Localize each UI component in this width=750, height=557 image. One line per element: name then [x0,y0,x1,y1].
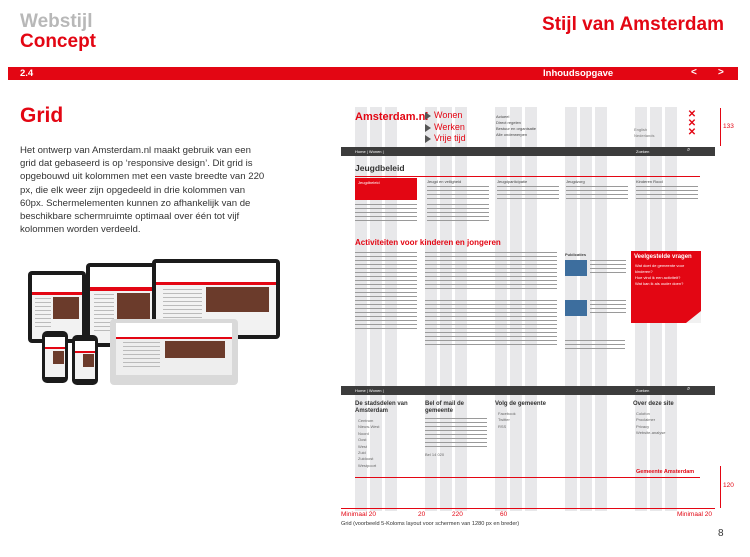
search-label: Zoeken [636,149,650,154]
footer-link: Colofon [636,411,650,416]
text-lines [427,204,489,224]
cross-icon: ✕ [687,127,697,138]
footer-link: RSS [498,423,507,429]
schematic-footer-bar [341,386,715,395]
footer-link: Proclaimer [636,417,656,423]
footer-link: Zuid [358,450,366,456]
faq-item: Hoe vind ik een activiteit? [635,275,681,280]
dimension-column: 220 [452,511,463,518]
footer-search-icon: ⌕ [687,386,691,392]
responsive-devices-illustration [26,257,284,389]
divider [355,176,700,177]
topic-card: Kinderen Rood [636,179,663,184]
active-topic-card [355,178,417,200]
text-lines [590,300,626,314]
topic-card: Jeugd en veiligheid [427,179,462,184]
document-title [20,12,96,52]
footer-list [358,418,380,469]
language-switch [634,127,654,139]
phone-right-screen [75,341,95,379]
thumbnail-image [565,300,587,316]
language-dutch: Nederlands [634,133,655,138]
body-paragraph: Het ontwerp van Amsterdam.nl maakt gebruik van een grid dat gebaseerd is op ‘responsive design’. Dit grid is opgebouwd uit kolommen met een vaste breedte van 220 px, die elk weer zijn opgedeeld in drie kolommen van 60px. Schermelementen kunnen zo afhankelijk van de beschikbare schermruimte optimaal over één tot vijf kolommen worden verdeeld. [20,145,265,236]
footer-link: Westpoort [358,462,377,468]
cross-icon: ✕ [687,109,697,120]
text-lines [425,252,557,292]
footer-link: Privacy [636,423,650,429]
faq-title: Veelgestelde vragen [634,254,692,260]
footer-column-title: Over deze site [633,401,674,407]
next-page-icon[interactable]: > [718,67,724,78]
footer-link: Centrum [358,418,374,423]
dimension-line [341,508,715,509]
nav-list-item: Alle onderwerpen [496,132,528,137]
footer-column-title: Bel of mail de gemeente [425,401,465,414]
nav-werken: Werken [425,122,466,134]
footer-link: Zuidoost [358,456,374,462]
dimension-top-height: 133 [723,123,734,130]
faq-item: Wat kan ik als ouder doen? [635,281,684,286]
footer-link: Oost [358,437,367,443]
schematic-logo: Amsterdam.nl [355,111,429,123]
dimension-gutter: 20 [418,511,426,518]
topic-card: Jeugdparticipatie [497,179,528,184]
section-bar [8,67,738,80]
prev-page-icon[interactable]: < [691,67,697,78]
footer-link: Noord [358,430,369,436]
nav-list-item: Bestuur en organisatie [496,126,537,131]
phone-left-device [42,331,68,383]
active-topic-label: Jeugdbeleid [358,180,380,185]
faq-box [631,251,701,323]
title-concept: Concept [20,30,96,52]
dimension-margin-right: Minimaal 20 [677,511,713,518]
text-lines [565,340,625,352]
page-heading: Grid [20,104,64,127]
page-number: 8 [718,528,724,539]
phone-right-device [72,335,98,385]
search-icon: ⌕ [687,147,691,153]
breadcrumb: Home | Wonen | [355,149,384,154]
footer-breadcrumb: Home | Wonen | [355,388,384,393]
footer-column-title: Volg de gemeente [495,401,546,407]
dimension-margin-left: Minimaal 20 [341,511,377,518]
nav-wonen: Wonen [425,110,466,122]
phone-left-screen [45,337,65,377]
footer-list [498,411,516,430]
schematic-main-nav [425,110,466,145]
text-lines [497,186,559,200]
footer-link: Website-analyse [636,430,666,436]
footer-link: Facebook [498,411,516,416]
dimension-line [720,466,721,508]
text-lines [355,204,417,224]
footer-search-label: Zoeken [636,388,650,393]
text-lines [427,186,489,200]
dimension-line [720,108,721,146]
language-english: English [634,127,648,132]
nav-vrije-tijd: Vrije tijd [425,133,466,145]
schematic-breadcrumb-bar [341,147,715,156]
laptop-device [110,319,238,385]
thumbnail-image [565,260,587,276]
section-number: 2.4 [20,68,34,79]
tablet-left-screen [32,275,82,339]
nav-list-item: Actueel [496,114,510,119]
toc-link[interactable]: Inhoudsopgave [543,68,614,79]
amsterdam-crosses-logo [686,110,698,137]
footer-column-title: De stadsdelen van Amsterdam [355,401,408,414]
title-webstijl: Webstijl [20,11,93,32]
nav-list-item: Direct regelen [496,120,521,125]
cross-icon: ✕ [687,118,697,129]
text-lines [425,300,557,346]
laptop-screen [116,323,232,375]
footer-link: Twitter [498,417,510,423]
footer-divider [355,477,700,478]
section-heading: Activiteiten voor kinderen en jongeren [355,238,501,247]
gemeente-amsterdam-label: Gemeente Amsterdam [636,469,695,475]
text-lines [590,260,626,274]
footer-link: Bel 14 020 [425,452,445,457]
footer-link: West [358,443,368,449]
dimension-bottom-height: 120 [723,482,734,489]
schematic-subtitle: Jeugdbeleid [355,163,405,173]
brand-title: Stijl van Amsterdam [542,14,724,35]
text-lines [425,418,487,448]
text-lines [355,252,417,332]
figure-caption: Grid (voorbeeld 5-Koloms layout voor schermen van 1280 px en breder) [341,521,520,527]
text-lines [566,186,628,200]
dimension-subcolumn: 60 [500,511,508,518]
text-lines [636,186,698,200]
footer-list [636,411,666,437]
schematic-secondary-nav [496,114,536,138]
publications-title: Publicaties [565,252,587,257]
footer-list [425,452,444,458]
faq-item: Wat doet de gemeente voor kinderen? [635,263,685,274]
topic-card: Jeugdzorg [566,179,585,184]
footer-link: Nieuw-West [358,424,380,430]
